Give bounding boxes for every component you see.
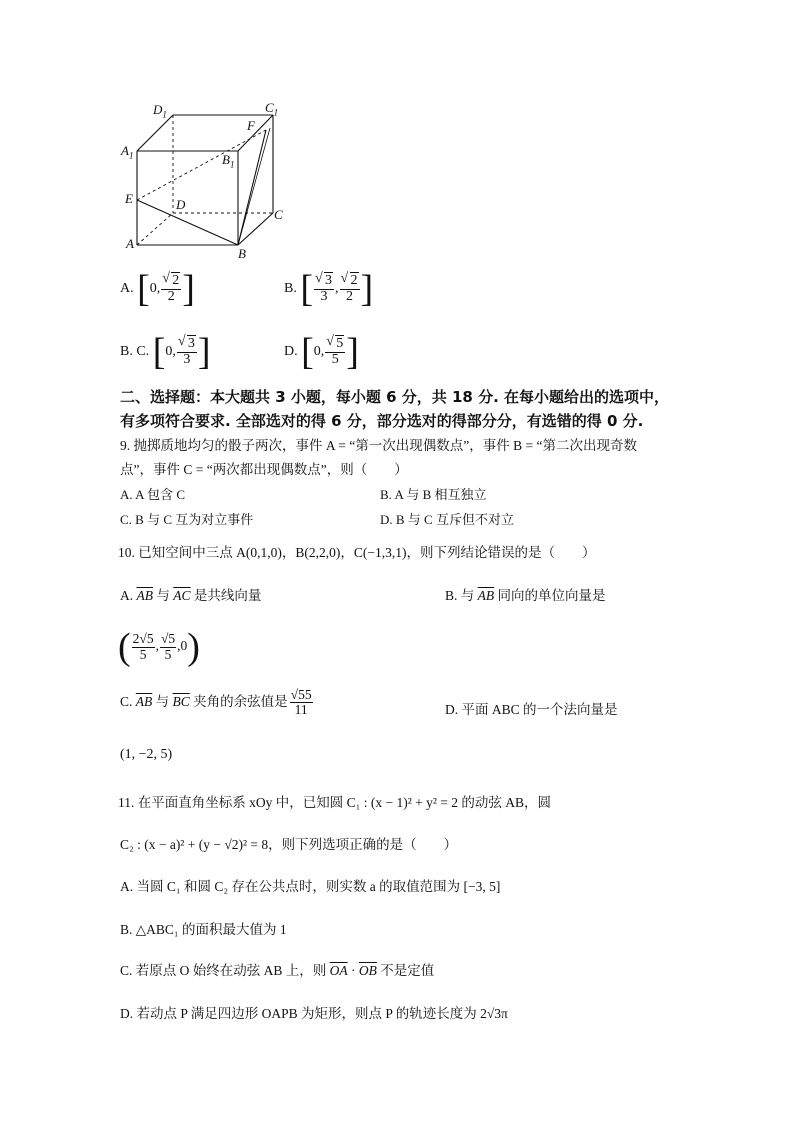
label-b: B	[238, 246, 246, 261]
label-d: D	[176, 197, 186, 212]
q8-option-a[interactable]: A. [0, √ $\frac{2}{2}$ ]	[120, 270, 195, 308]
q11-option-b[interactable]: B. △ABC₁ 的面积最大值为 1	[120, 922, 287, 937]
label-b1: $B_1$	[222, 152, 235, 170]
q9-option-a[interactable]: A. A 包含 C	[120, 487, 186, 502]
q10-option-b-vector: ( $\frac{2√5}{5}$ , $\frac{√5}{5}$ ,0)	[118, 626, 200, 668]
section2-line2: 有多项符合要求. 全部选对的得 6 分，部分选对的得部分分，有选错的得 0 分.	[120, 412, 644, 430]
q10-option-c[interactable]: C. $\overline{AB}$ 与 $\overline{BC}$ 夹角的余弦值是 $\frac{√55}{11}$	[120, 687, 312, 718]
q9-option-d[interactable]: D. B 与 C 互斥但不对立	[380, 512, 514, 527]
label-a: A	[126, 236, 134, 251]
cube-figure	[118, 95, 298, 265]
q11-option-c[interactable]: C. 若原点 O 始终在动弦 AB 上，则 $\overline{OA} \cdot \overline{OB}$ 不是定值	[120, 963, 435, 978]
q10-stem: 10. 已知空间中三点 A(0,1,0)，B(2,2,0)，C(−1,3,1)，则下列结论错误的是（ ）	[118, 545, 596, 560]
label-e: E	[125, 191, 133, 206]
q10-option-d[interactable]: D. 平面 ABC 的一个法向量是	[445, 702, 618, 717]
q11-option-a[interactable]: A. 当圆 C₁ 和圆 C₂ 存在公共点时，则实数 a 的取值范围为 [−3, 5]	[120, 879, 501, 894]
section2-line1: 二、选择题：本大题共 3 小题，每小题 6 分，共 18 分. 在每小题给出的选项中，	[120, 388, 670, 406]
label-f: F	[247, 118, 255, 133]
q9-stem-line1: 9. 抛掷质地均匀的骰子两次，事件 A = “第一次出现偶数点”，事件 B = “第二次出现奇数	[120, 438, 637, 453]
q10-option-a[interactable]: A. $\overline{AB}$ 与 $\overline{AC}$ 是共线向量	[120, 588, 262, 603]
label-c: C	[274, 207, 283, 222]
label-d1: $D_1$	[153, 102, 167, 120]
q9-stem-line2: 点”，事件 C = “两次都出现偶数点”，则（ ）	[120, 462, 408, 477]
q11-stem-line1: 11. 在平面直角坐标系 xOy 中，已知圆 C₁ : (x − 1)² + y² = 2 的动弦 AB，圆	[118, 795, 552, 810]
q8-option-d[interactable]: D. [0, √ $\frac{5}{5}$ ]	[284, 333, 359, 371]
label-a1: $A_1$	[121, 143, 134, 161]
q8-option-c[interactable]: B. C. [0, √ $\frac{3}{3}$ ]	[120, 333, 211, 371]
q9-option-c[interactable]: C. B 与 C 互为对立事件	[120, 512, 254, 527]
label-c1: $C_1$	[265, 100, 279, 118]
q9-option-b[interactable]: B. A 与 B 相互独立	[380, 487, 487, 502]
q11-stem-line2: C₂ : (x − a)² + (y − √2)² = 8，则下列选项正确的是（ ）	[120, 837, 458, 852]
q8-option-b[interactable]: B. [ √ $\frac{3}{3}$ , √ $\frac{2}{2}$ ]	[284, 270, 373, 308]
q11-option-d[interactable]: D. 若动点 P 满足四边形 OAPB 为矩形，则点 P 的轨迹长度为 2√3π	[120, 1006, 508, 1021]
q10-option-d-vector: (1, −2, 5)	[120, 747, 173, 762]
q10-option-b[interactable]: B. 与 $\overline{AB}$ 同向的单位向量是	[445, 588, 606, 603]
